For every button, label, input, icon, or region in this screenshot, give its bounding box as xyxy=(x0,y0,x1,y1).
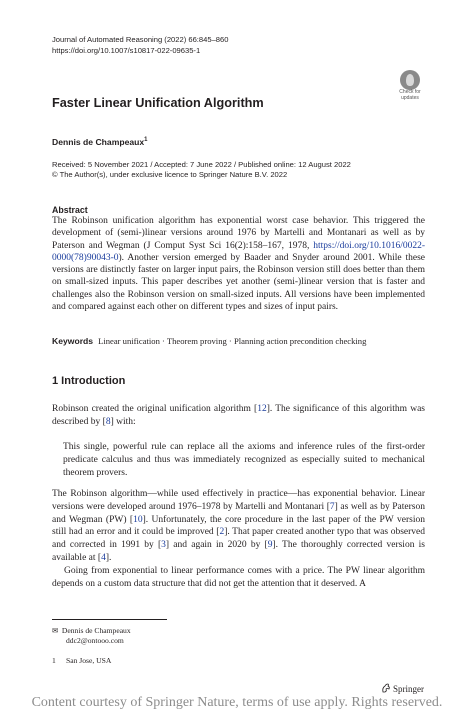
journal-header xyxy=(52,35,228,56)
text: ] with: xyxy=(110,416,136,427)
citation-link[interactable]: 4 xyxy=(101,552,106,563)
correspondent-name: Dennis de Champeaux xyxy=(61,626,131,635)
doi-link[interactable]: https://doi.org/10.1007/s10817-022-09635-1 xyxy=(52,45,201,55)
citation-link[interactable]: 2 xyxy=(219,527,225,538)
footnote-affiliation xyxy=(52,656,111,665)
courtesy-notice: Content courtesy of Springer Nature, terms of use apply. Rights reserved. xyxy=(31,695,443,710)
springer-horse-icon xyxy=(381,683,391,693)
footnote-divider xyxy=(52,619,167,620)
keywords-label: Keywords xyxy=(52,336,94,346)
citation-link[interactable]: 3 xyxy=(161,540,166,551)
section-heading: 1 Introduction xyxy=(52,375,126,387)
publisher-logo xyxy=(381,683,424,694)
envelope-icon: ✉ xyxy=(52,626,59,635)
journal-citation: Journal of Automated Reasoning (2022) 66:845–860 xyxy=(52,35,229,44)
citation-link[interactable]: 9 xyxy=(267,540,273,551)
footnote-correspondence xyxy=(52,626,131,646)
abstract-text: ). Another version emerged by Baader and Snyder around 2001. While these versions are distinctly faster on larger input pairs, the Robinson version still does better than them on small-sized inputs. This paper describes yet another (semi-)linear version that is faster and challenges also the Robinson version on small-sized inputs. All versions have been implemented and compared against each other on different types and sizes of input pairs. xyxy=(52,252,425,313)
citation-link[interactable]: 8 xyxy=(105,416,111,427)
text: ]. Unfortunately, the core procedure in the last paper of the PW version still had an error and it could be improved [ xyxy=(52,514,425,538)
paragraph xyxy=(52,488,425,565)
text: ]. That paper created another typo that was observed and corrected in 1991 by [ xyxy=(52,527,425,551)
citation-link[interactable]: 10 xyxy=(133,514,143,525)
citation-link[interactable]: 12 xyxy=(257,404,267,414)
text: The Robinson algorithm—while used effectively in practice—has exponential behavior. Linear versions were developed around 1976–1978 by Martelli and Montanari [ xyxy=(52,489,425,512)
text: ] and again in 2020 by [ xyxy=(165,540,268,551)
abstract-doi-link[interactable]: https://doi.org/10.1016/0022-0000(78)90043-0 xyxy=(52,240,425,263)
check-for-updates-badge[interactable] xyxy=(396,70,424,102)
citation-link[interactable]: 7 xyxy=(329,501,335,512)
keywords xyxy=(52,336,366,346)
text: ]. The significance of this algorithm was described by [ xyxy=(52,404,425,427)
affiliation-text: San Jose, USA xyxy=(66,656,112,665)
paragraph xyxy=(52,403,425,429)
badge-line2: updates xyxy=(401,94,419,101)
author-affiliation-mark: 1 xyxy=(144,137,148,144)
keywords-text: Linear unification · Theorem proving · Planning action precondition checking xyxy=(98,336,367,346)
publisher-name: Springer xyxy=(393,684,424,694)
dates-line: Received: 5 November 2021 / Accepted: 7 June 2022 / Published online: 12 August 2022 xyxy=(52,160,351,169)
text: Robinson created the original unification algorithm [ xyxy=(52,404,258,414)
badge-line1: Check for xyxy=(399,89,421,95)
paragraph: Going from exponential to linear performance comes with a price. The PW linear algorithm depends on a custom data structure that did not get the attention that it deserved. A xyxy=(52,566,425,589)
publication-dates xyxy=(52,160,351,180)
author-line xyxy=(52,137,148,147)
footnote-number: 1 xyxy=(52,656,56,665)
block-quote: This single, powerful rule can replace all the axioms and inference rules of the first-order predicate calculus and thus was immediately recognized as especially suited to mechanical theorem provers. xyxy=(63,442,425,478)
abstract-heading: Abstract xyxy=(52,205,88,215)
abstract-text: The Robinson unification algorithm has exponential worst case behavior. This triggered the development of (semi-)linear versions around 1976 by Martelli and Montanari as well as by Paterson and Wegman (J Comput Syst Sci 16(2):158–167, 1978, xyxy=(52,216,425,251)
author-name: Dennis de Champeaux xyxy=(52,137,145,147)
copyright-line: © The Author(s), under exclusive licence to Springer Nature B.V. 2022 xyxy=(52,170,288,179)
bookmark-icon xyxy=(400,70,420,90)
abstract-body xyxy=(52,215,425,313)
correspondent-email[interactable]: ddc2@ontooo.com xyxy=(66,636,124,645)
text: ]. xyxy=(105,552,112,563)
text: ] as well as by Paterson and Wegman (PW) [ xyxy=(52,501,425,525)
paper-title: Faster Linear Unification Algorithm xyxy=(52,96,264,110)
text: ]. The thoroughly corrected version is available at [ xyxy=(52,540,425,563)
